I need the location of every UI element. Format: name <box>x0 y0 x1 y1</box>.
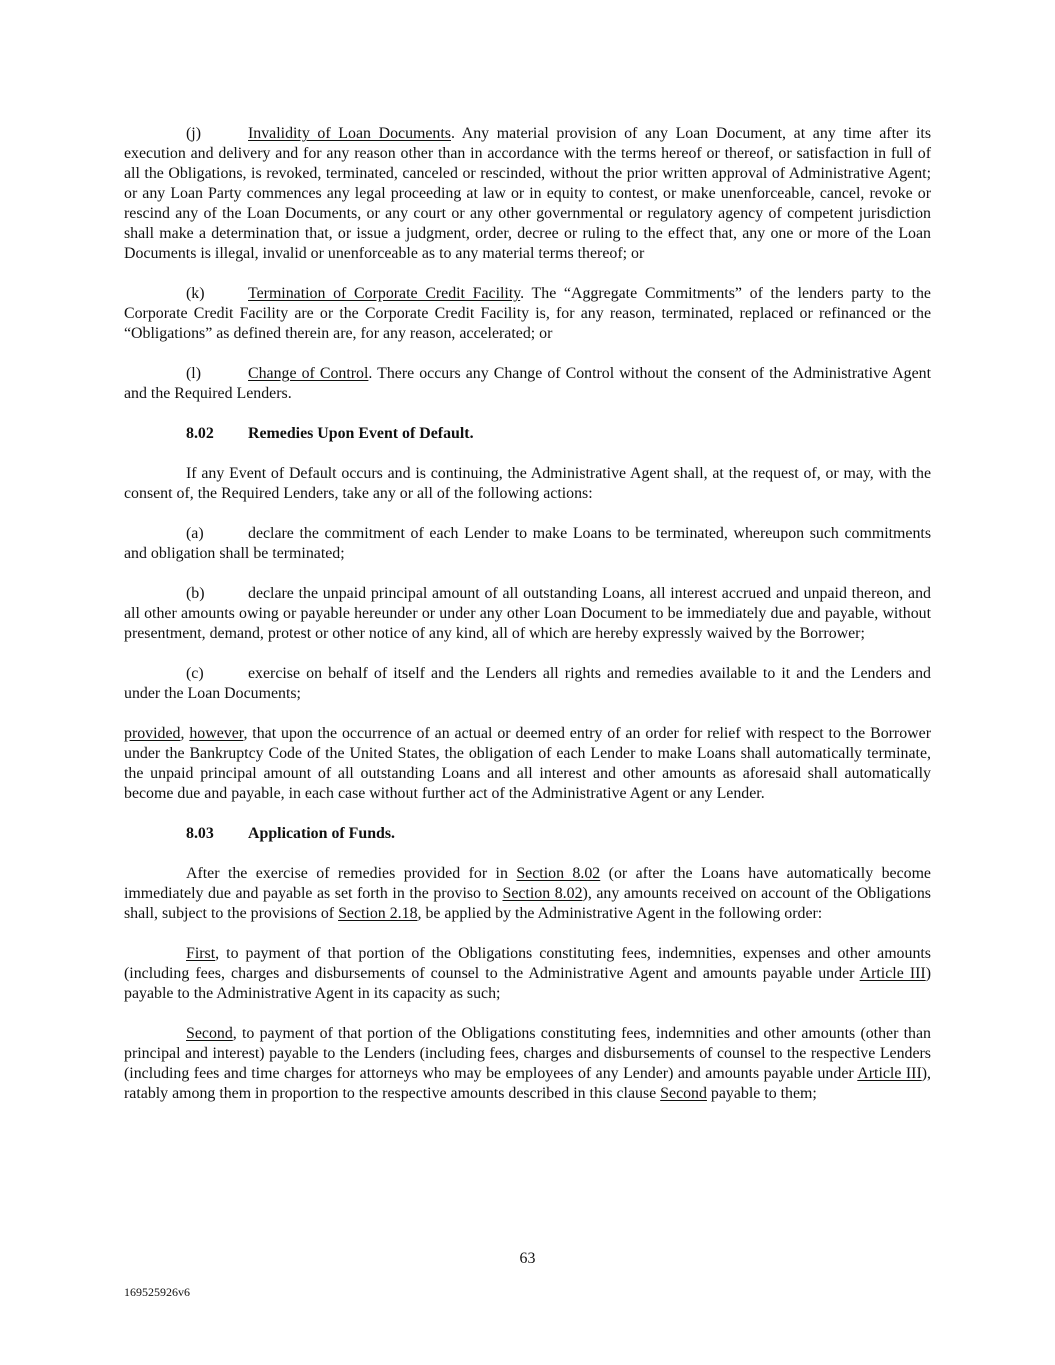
document-id: 169525926v6 <box>124 1285 190 1299</box>
section-8-03-intro <box>124 864 931 924</box>
proviso-text: , that upon the occurrence of an actual or deemed entry of an order for relief with respect to the Borrower under the Bankruptcy Code of the United States, the obligation of each Lender to make Loans shall automatically terminate, the unpaid principal amount of all outstanding Loans and all interest and other amounts as aforesaid shall automatically become due and payable, in each case without further act of the Administrative Agent or any Lender. <box>124 725 931 802</box>
text-run: , be applied by the Administrative Agent in the following order: <box>417 905 823 922</box>
clause-a <box>124 524 931 564</box>
clause-title: Termination of Corporate Credit Facility <box>248 285 521 302</box>
section-title: Application of Funds. <box>248 825 396 842</box>
text-run: , to payment of that portion of the Obligations constituting fees, indemnities, expenses and other amounts (including fees, charges and disbursements of counsel to the Administrative Agent and amounts payable under <box>124 945 931 982</box>
section-heading-8-02 <box>124 424 931 444</box>
text-run: ) payable to the Administrative Agent in its capacity as such; <box>124 965 931 1002</box>
clause-text: . Any material provision of any Loan Document, at any time after its execution and delivery and for any reason other than in accordance with the terms hereof or thereof, or satisfaction in full of all the Obligations, is revoked, terminated, canceled or rescinded, without the prior written approval of Administrative Agent; or any Loan Party commences any legal proceeding at law or in equity to contest, or make unenforceable, cancel, revoke or rescind any of the Loan Documents, or any court or any other governmental or regulatory agency of competent jurisdiction shall make a determination that, or issue a judgment, order, decree or ruling to the effect that, any one or more of the Loan Documents is illegal, invalid or unenforceable as to any material terms thereof; or <box>124 125 932 262</box>
priority-second <box>124 1024 931 1104</box>
clause-title: Invalidity of Loan Documents <box>248 125 451 142</box>
clause-text: . The “Aggregate Commitments” of the lenders party to the Corporate Credit Facility are or the Corporate Credit Facility is, for any reason, terminated, replaced or refinanced or the “Obligations” as defined therein are, for any reason, accelerated; or <box>124 285 931 342</box>
clause-label: (k) <box>186 285 205 302</box>
clause-label: (a) <box>186 525 204 542</box>
document-page <box>124 124 931 1124</box>
priority-word: Second <box>186 1025 233 1042</box>
however-word: however <box>189 725 244 742</box>
clause-text: declare the unpaid principal amount of all outstanding Loans, all interest accrued and unpaid thereon, and all other amounts owing or payable hereunder or under any other Loan Document to be immediately due and payable, without presentment, demand, protest or other notice of any kind, all of which are hereby expressly waived by the Borrower; <box>124 585 931 642</box>
clause-label: (l) <box>186 365 201 382</box>
section-title: Remedies Upon Event of Default. <box>248 425 474 442</box>
priority-word: First <box>186 945 216 962</box>
text-run: ), ratably among them in proportion to the respective amounts described in this clause <box>124 1065 931 1102</box>
clause-j <box>124 124 931 264</box>
section-ref-link[interactable]: Section 8.02 <box>516 865 601 882</box>
clause-ref: Second <box>660 1085 707 1102</box>
text-run: payable to them; <box>706 1085 817 1102</box>
clause-text: declare the commitment of each Lender to make Loans to be terminated, whereupon such commitments and obligation shall be terminated; <box>124 525 931 562</box>
separator: , <box>180 725 190 742</box>
text-run: After the exercise of remedies provided for in <box>186 865 517 882</box>
section-ref-link[interactable]: Section 8.02 <box>502 885 583 902</box>
section-heading-8-03 <box>124 824 931 844</box>
clause-c <box>124 664 931 704</box>
priority-first <box>124 944 931 1004</box>
page-number: 63 <box>519 1250 536 1267</box>
clause-k <box>124 284 931 344</box>
clause-text: exercise on behalf of itself and the Lenders all rights and remedies available to it and the Lenders and under the Loan Documents; <box>124 665 931 702</box>
article-ref-link[interactable]: Article III <box>859 965 926 982</box>
clause-label: (b) <box>186 585 205 602</box>
proviso-word: provided <box>124 725 181 742</box>
clause-label: (j) <box>186 125 201 142</box>
proviso-paragraph <box>124 724 931 804</box>
clause-l <box>124 364 931 404</box>
section-ref-link[interactable]: Section 2.18 <box>338 905 418 922</box>
clause-label: (c) <box>186 665 204 682</box>
section-number: 8.02 <box>186 425 214 442</box>
clause-b <box>124 584 931 644</box>
clause-text: . There occurs any Change of Control without the consent of the Administrative Agent and the Required Lenders. <box>124 365 932 402</box>
text-run: , to payment of that portion of the Obligations constituting fees, indemnities and other amounts (other than principal and interest) payable to the Lenders (including fees, charges and disbursements of counsel to the respective Lenders (including fees and time charges for attorneys who may be employees of any Lender) and amounts payable under <box>124 1025 931 1082</box>
text-run: ), any amounts received on account of the Obligations shall, subject to the provisions of <box>124 885 931 922</box>
article-ref-link[interactable]: Article III <box>857 1065 922 1082</box>
text-run: (or after the Loans have automatically become immediately due and payable as set forth in the proviso to <box>124 865 931 902</box>
section-8-02-intro: If any Event of Default occurs and is continuing, the Administrative Agent shall, at the request of, or may, with the consent of, the Required Lenders, take any or all of the following actions: <box>124 465 931 502</box>
clause-title: Change of Control <box>248 365 369 382</box>
section-number: 8.03 <box>186 825 214 842</box>
